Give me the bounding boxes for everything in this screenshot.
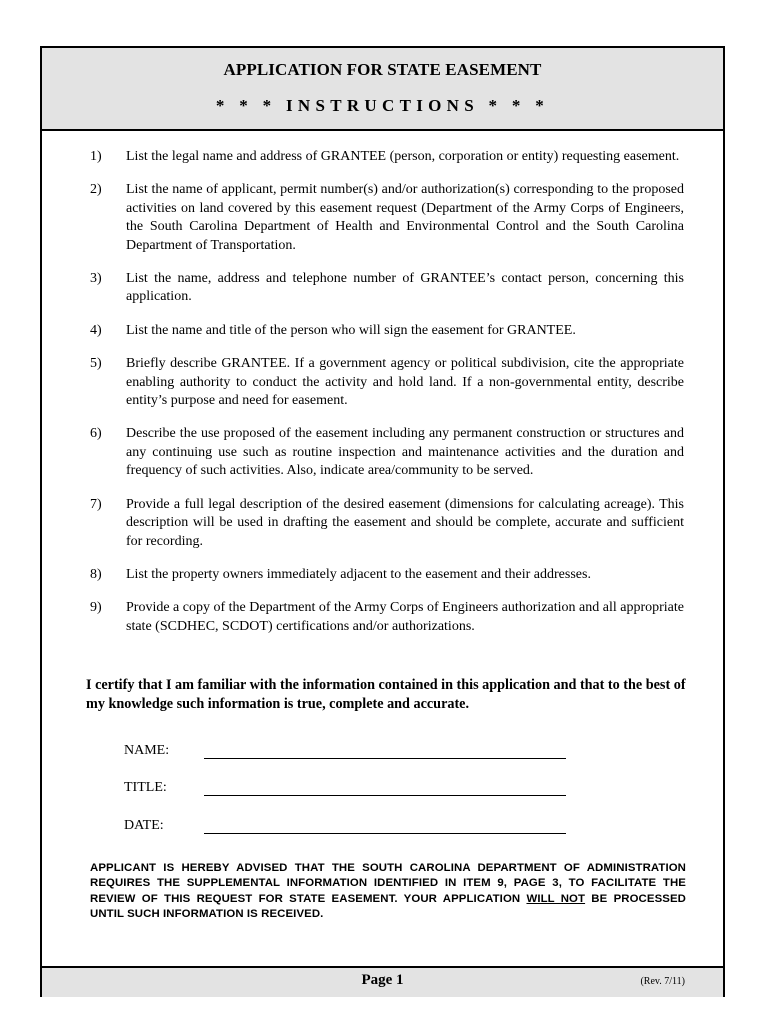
form-page bbox=[40, 46, 725, 997]
instruction-text: List the name and title of the person who will sign the easement for GRANTEE. bbox=[126, 322, 576, 338]
instruction-item bbox=[90, 148, 684, 166]
instruction-number: 2) bbox=[90, 182, 102, 198]
date-input-line[interactable] bbox=[204, 833, 566, 834]
instruction-number: 1) bbox=[90, 149, 102, 164]
title-label: TITLE: bbox=[124, 780, 167, 795]
page-number: Page 1 bbox=[361, 972, 404, 988]
form-footer bbox=[42, 966, 723, 997]
instruction-item bbox=[90, 270, 684, 307]
instruction-number: 4) bbox=[90, 322, 102, 338]
date-field[interactable] bbox=[124, 818, 204, 834]
instruction-item bbox=[90, 355, 684, 410]
advisory-emphasis: WILL NOT bbox=[526, 892, 586, 905]
instruction-number: 5) bbox=[90, 356, 102, 372]
instruction-number: 8) bbox=[90, 566, 102, 582]
instructions-list bbox=[90, 148, 684, 651]
name-input-line[interactable] bbox=[204, 758, 566, 759]
instruction-text: Describe the use proposed of the easement including any permanent construction or structures and any continuing use such as routine inspection and maintenance activities and the duration and frequency of such activities. Also, indicate area/community to be served. bbox=[126, 426, 684, 479]
instructions-heading: * * * INSTRUCTIONS * * * bbox=[215, 96, 550, 115]
instruction-item bbox=[90, 425, 684, 480]
title-input-line[interactable] bbox=[204, 795, 566, 796]
instruction-text: List the property owners immediately adjacent to the easement and their addresses. bbox=[126, 566, 591, 582]
certification-statement: I certify that I am familiar with the information contained in this application and that to the best of my knowledge such information is true, complete and accurate. bbox=[86, 677, 686, 712]
advisory-text-end: BE PROCESSED UNTIL SUCH INFORMATION IS RECEIVED. bbox=[90, 892, 686, 921]
name-label: NAME: bbox=[124, 743, 170, 758]
instruction-text: List the legal name and address of GRANTEE (person, corporation or entity) requesting easement. bbox=[126, 149, 680, 164]
form-title: APPLICATION FOR STATE EASEMENT bbox=[223, 60, 542, 79]
instruction-text: List the name, address and telephone number of GRANTEE’s contact person, concerning this application. bbox=[126, 271, 684, 305]
instruction-number: 9) bbox=[90, 600, 102, 616]
name-field[interactable] bbox=[124, 743, 204, 759]
instruction-text: Provide a full legal description of the desired easement (dimensions for calculating acreage). This description will be used in drafting the easement and should be complete, accurate and sufficient for recording. bbox=[126, 496, 684, 549]
instruction-number: 6) bbox=[90, 426, 102, 442]
title-field[interactable] bbox=[124, 780, 204, 796]
instruction-item bbox=[90, 496, 684, 551]
instruction-text: Briefly describe GRANTEE. If a government agency or political subdivision, cite the appropriate enabling authority to conduct the activity and hold land. If a non-governmental entity, describe entity’s purpose and need for easement. bbox=[126, 356, 684, 409]
instruction-text: Provide a copy of the Department of the Army Corps of Engineers authorization and all appropriate state (SCDHEC, SCDOT) certifications and/or authorizations. bbox=[126, 600, 684, 634]
instruction-number: 7) bbox=[90, 496, 102, 512]
form-header bbox=[42, 48, 723, 131]
date-label: DATE: bbox=[124, 818, 164, 833]
instruction-number: 3) bbox=[90, 271, 102, 287]
instruction-text: List the name of applicant, permit number(s) and/or authorization(s) corresponding to the proposed activities on land covered by this easement request (Department of the Army Corps of Engineers, the South Carolina Department of Health and Environmental Control and the South Carolina Department of Transportation. bbox=[126, 182, 684, 253]
instruction-item bbox=[90, 566, 684, 584]
instruction-item bbox=[90, 599, 684, 636]
instruction-item bbox=[90, 322, 684, 340]
instruction-item bbox=[90, 181, 684, 255]
advisory-text: APPLICANT IS HEREBY ADVISED THAT THE SOUTH CAROLINA DEPARTMENT OF ADMINISTRATION REQUIRES THE SUPPLEMENTAL INFORMATION IDENTIFIED IN ITEM 9, PAGE 3, TO FACILITATE THE REVIEW OF THIS REQUEST FOR STATE EASEMENT. YOUR APPLICATION bbox=[90, 862, 686, 905]
revision-label: (Rev. 7/11) bbox=[640, 976, 685, 987]
advisory-notice bbox=[90, 861, 686, 923]
